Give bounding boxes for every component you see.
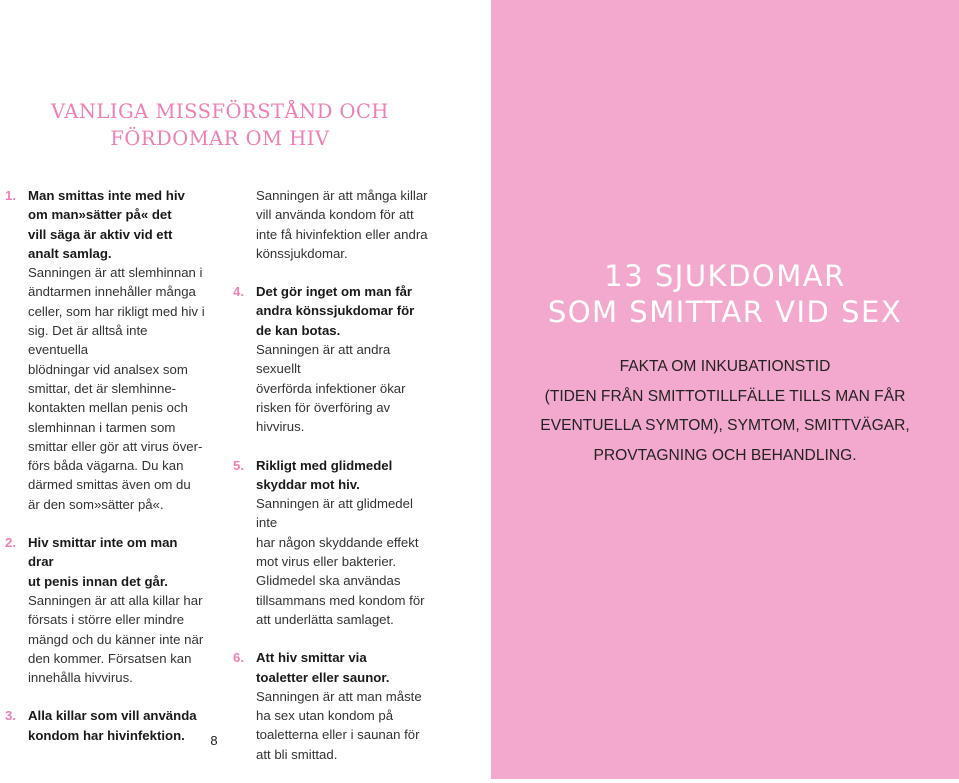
chapter-subtitle-line-1: FAKTA OM INKUBATIONSTID [619, 358, 831, 375]
column-middle [233, 186, 433, 783]
page-number: 8 [210, 733, 218, 748]
misconception-item-6 [233, 648, 433, 764]
item-answer: Sanningen är att slemhinnan i ändtarmen innehåller många celler, som har rikligt med hiv i sig. Det är alltså inte eventuella blödningar vid analsex som smittar, det är slemhinne- kontakten mellan penis och slemhinnan i tarmen som smittar eller gör att virus över- förs båda vägarna. Du kan därmed smittas även om du är den som»sätter på«. [28, 265, 205, 512]
misconception-item-1 [5, 186, 205, 514]
chapter-subtitle-line-3: EVENTUELLA SYMTOM), SYMTOM, SMITTVÄGAR, [540, 417, 910, 434]
item-question: Alla killar som vill använda kondom har hivinfektion. [28, 708, 197, 743]
chapter-title [491, 258, 959, 330]
item-number: 4. [233, 284, 244, 300]
chapter-title-line-2: SOM SMITTAR VID SEX [547, 295, 903, 329]
section-title-line-1: VANLIGA MISSFÖRSTÅND OCH [51, 100, 389, 123]
item-number: 5. [233, 457, 244, 473]
item-number: 2. [5, 535, 16, 551]
item-number: 1. [5, 188, 16, 203]
item-question: Man smittas inte med hiv om man»sätter på« det vill säga är aktiv vid ett analt samlag. [28, 188, 185, 261]
misconception-item-5 [233, 456, 433, 630]
chapter-subtitle-line-2: (TIDEN FRÅN SMITTOTILLFÄLLE TILLS MAN FÅR [544, 387, 906, 405]
item-3-answer: Sanningen är att många killar vill använda kondom för att inte få hivinfektion eller andra könssjukdomar. [256, 188, 428, 261]
item-answer: Sanningen är att man måste ha sex utan kondom på toaletterna eller i saunan för att bli smittad. [256, 688, 422, 762]
item-answer: Sanningen är att alla killar har försats i större eller mindre mängd och du känner inte när den kommer. Försatsen kan innehålla hivvirus. [28, 592, 204, 686]
section-title [40, 98, 400, 152]
chapter-subtitle [491, 352, 959, 470]
misconception-item-3 [5, 706, 205, 745]
item-answer: Sanningen är att glidmedel inte har någon skyddande effekt mot virus eller bakterier. Glidmedel ska användas tillsammans med kondom för att underlätta samlaget. [256, 496, 425, 627]
item-question: Det gör inget om man får andra könssjukdomar för de kan botas. [256, 284, 415, 338]
chapter-subtitle-line-4: PROVTAGNING OCH BEHANDLING. [593, 446, 857, 464]
item-question: Att hiv smittar via toaletter eller saunor. [256, 650, 390, 685]
item-number: 6. [233, 650, 244, 666]
item-question: Rikligt med glidmedel skyddar mot hiv. [256, 457, 393, 492]
misconception-item-4 [233, 282, 433, 436]
section-title-line-2: FÖRDOMAR OM HIV [110, 127, 330, 150]
item-number: 3. [5, 708, 16, 724]
item-question: Hiv smittar inte om man drar ut penis innan det går. [28, 535, 178, 589]
column-left [5, 186, 205, 764]
right-page [491, 0, 959, 779]
misconception-item-2 [5, 533, 205, 687]
item-answer: Sanningen är att andra sexuellt överförda infektioner ökar risken för överföring av hivvirus. [256, 342, 406, 435]
chapter-title-line-1: 13 SJUKDOMAR [604, 259, 846, 293]
